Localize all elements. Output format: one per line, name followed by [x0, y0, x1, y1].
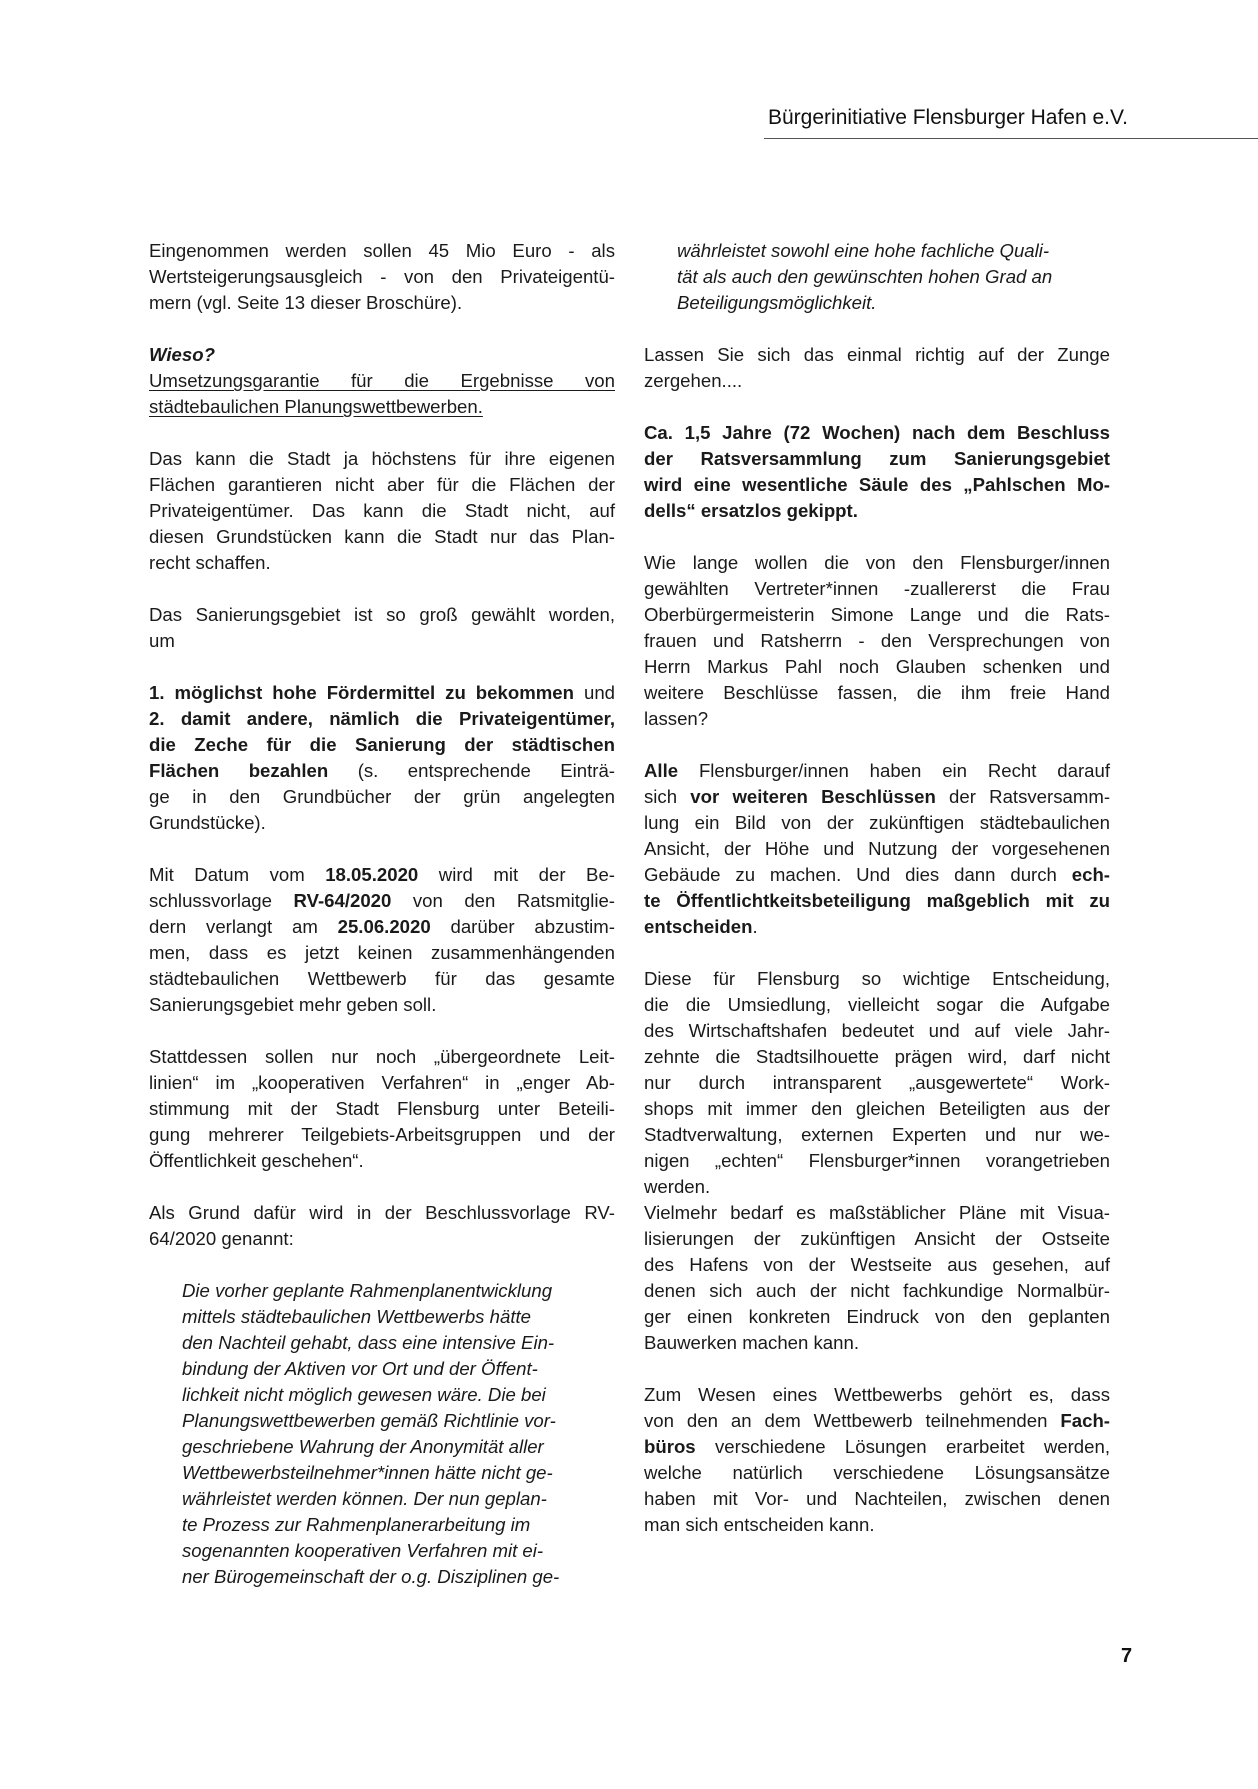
text-line: Lassen Sie sich das einmal richtig auf der Zunge	[644, 344, 1110, 365]
text-line: Wertsteigerungsausgleich - von den Privateigentü-	[149, 266, 615, 287]
text-line	[644, 1408, 1110, 1434]
quote-line: mittels städtebaulichen Wettbewerbs hätte	[182, 1306, 531, 1327]
paragraph-taste	[644, 342, 1110, 394]
bold-text: Flächen bezahlen	[149, 760, 329, 781]
text-line: zergehen....	[644, 370, 743, 391]
text-line: städtebaulichen Wettbewerb für das gesamte	[149, 968, 615, 989]
text-line: wird eine wesentliche Säule des „Pahlschen Mo-	[644, 474, 1110, 495]
text-line: linien“ im „kooperativen Verfahren“ in „enger Ab-	[149, 1072, 615, 1093]
text-line: Eingenommen werden sollen 45 Mio Euro - als	[149, 240, 615, 261]
text-line: um	[149, 630, 175, 651]
text-line: Oberbürgermeisterin Simone Lange und die Rats-	[644, 604, 1110, 625]
text-line: zehnte die Stadtsilhouette prägen wird, darf nicht	[644, 1046, 1110, 1067]
text-line: Sanierungsgebiet mehr geben soll.	[149, 994, 437, 1015]
text-line: Bauwerken machen kann.	[644, 1332, 859, 1353]
reference-bold: RV-64/2020	[293, 890, 392, 911]
text-line: der Ratsversammlung zum Sanierungsgebiet	[644, 448, 1110, 469]
quote-line: Die vorher geplante Rahmenplanentwicklung	[182, 1280, 553, 1301]
paragraph-guarantee	[149, 446, 615, 576]
paragraph-decision	[149, 862, 615, 1018]
text-line: Ansicht, der Höhe und Nutzung der vorgesehenen	[644, 838, 1110, 859]
blockquote	[182, 1278, 592, 1590]
header-title: Bürgerinitiative Flensburger Hafen e.V.	[768, 106, 1128, 129]
text: und	[573, 682, 615, 703]
bold-text: te Öffentlichtkeitsbeteiligung maßgeblich mit zu	[644, 890, 1110, 911]
text: Flensburger/innen haben ein Recht darauf	[678, 760, 1110, 781]
text: .	[752, 916, 758, 937]
text-line	[644, 784, 1110, 810]
text-line: Stattdessen sollen nur noch „übergeordnete Leit-	[149, 1046, 615, 1067]
quote-line: sogenannten kooperativen Verfahren mit ei-	[182, 1540, 544, 1561]
header-rule	[764, 138, 1258, 139]
text-line: ge in den Grundbücher der grün angelegten	[149, 786, 615, 807]
quote-line: währleistet werden können. Der nun geplan-	[182, 1488, 547, 1509]
text-line: Wie lange wollen die von den Flensburger/innen	[644, 552, 1110, 573]
text-line: werden.	[644, 1176, 711, 1197]
paragraph-revenue	[149, 238, 615, 316]
date-bold: 25.06.2020	[337, 916, 431, 937]
text-line: Privateigentümer. Das kann die Stadt nicht, auf	[149, 500, 615, 521]
page-number: 7	[1121, 1645, 1133, 1667]
text: wird mit der Be-	[418, 864, 615, 885]
quote-line: tät als auch den gewünschten hohen Grad an	[677, 266, 1053, 287]
text-line: Stadtverwaltung, externen Experten und nur we-	[644, 1124, 1110, 1145]
paragraph-reasons	[149, 680, 615, 836]
text-line: gung mehrerer Teilgebiets-Arbeitsgruppen und der	[149, 1124, 615, 1145]
text-line	[149, 862, 615, 888]
text: schlussvorlage	[149, 890, 294, 911]
paragraph-important-decision	[644, 966, 1110, 1200]
text: (s. entsprechende Einträ-	[328, 760, 615, 781]
quote-line: währleistet sowohl eine hohe fachliche Quali-	[677, 240, 1050, 261]
paragraph-rights	[644, 758, 1110, 940]
paragraph-competition	[644, 1382, 1110, 1538]
text-line	[149, 680, 615, 706]
text-line	[149, 706, 615, 732]
bold-text: vor weiteren Beschlüssen	[690, 786, 936, 807]
text-line	[149, 732, 615, 758]
quote-line: Planungswettbewerben gemäß Richtlinie vor-	[182, 1410, 556, 1431]
text: dern verlangt am	[149, 916, 338, 937]
bold-text: ech-	[1071, 864, 1110, 885]
text-line	[644, 1434, 1110, 1460]
quote-line: geschriebene Wahrung der Anonymität aller	[182, 1436, 544, 1457]
blockquote-continued	[677, 238, 1087, 316]
text-line: 64/2020 genannt:	[149, 1228, 294, 1249]
quote-line: Wettbewerbsteilnehmer*innen hätte nicht ge-	[182, 1462, 553, 1483]
text-line: Öffentlichkeit geschehen“.	[149, 1150, 364, 1171]
bold-text: 1. möglichst hohe Fördermittel zu bekommen	[149, 682, 574, 703]
section-wieso	[149, 342, 615, 420]
section-heading-text: städtebaulichen Planungswettbewerben.	[149, 396, 483, 417]
paragraph-plans	[644, 1200, 1110, 1356]
text-line: lung ein Bild von der zukünftigen städtebaulichen	[644, 812, 1110, 833]
text-line: haben mit Vor- und Nachteilen, zwischen denen	[644, 1488, 1110, 1509]
text-line: Das Sanierungsgebiet ist so groß gewählt worden,	[149, 604, 615, 625]
text-line	[644, 914, 1110, 940]
text: Gebäude zu machen. Und dies dann durch	[644, 864, 1072, 885]
text-line: Das kann die Stadt ja höchstens für ihre eigenen	[149, 448, 615, 469]
bold-text: 2. damit andere, nämlich die Privateigentümer,	[149, 708, 615, 729]
text-line: stimmung mit der Stadt Flensburg unter Beteili-	[149, 1098, 615, 1119]
paragraph-question	[644, 550, 1110, 732]
text-line: Flächen garantieren nicht aber für die Flächen der	[149, 474, 615, 495]
section-heading: Umsetzungsgarantie für die Ergebnisse von	[149, 370, 615, 391]
text-line: mern (vgl. Seite 13 dieser Broschüre).	[149, 292, 463, 313]
bold-text: die Zeche für die Sanierung der städtischen	[149, 734, 615, 755]
right-column	[644, 238, 1110, 1564]
text-line: diesen Grundstücken kann die Stadt nur das Plan-	[149, 526, 615, 547]
text-line: recht schaffen.	[149, 552, 271, 573]
text-line: die die Umsiedlung, vielleicht sogar die Aufgabe	[644, 994, 1110, 1015]
quote-line: ner Bürogemeinschaft der o.g. Disziplinen ge-	[182, 1566, 560, 1587]
left-column	[149, 238, 615, 1590]
text: der Ratsversamm-	[935, 786, 1111, 807]
quote-line: den Nachteil gehabt, dass eine intensive Ein-	[182, 1332, 555, 1353]
quote-line: bindung der Aktiven vor Ort und der Öffent-	[182, 1358, 538, 1379]
date-bold: 18.05.2020	[325, 864, 419, 885]
text: sich	[644, 786, 691, 807]
text-line: gewählten Vertreter*innen -zuallererst die Frau	[644, 578, 1110, 599]
text: verschiedene Lösungen erarbeitet werden,	[695, 1436, 1110, 1457]
bold-text: Alle	[644, 760, 679, 781]
text-line: shops mit immer den gleichen Beteiligten aus der	[644, 1098, 1110, 1119]
quote-line: te Prozess zur Rahmenplanerarbeitung im	[182, 1514, 531, 1535]
text-line	[644, 758, 1110, 784]
text-line: nigen „echten“ Flensburger*innen vorangetrieben	[644, 1150, 1110, 1171]
text-line: Grundstücke).	[149, 812, 266, 833]
text-line: dells“ ersatzlos gekippt.	[644, 500, 858, 521]
text-line: des Wirtschaftshafen bedeutet und auf viele Jahr-	[644, 1020, 1110, 1041]
text-line: lisierungen der zukünftigen Ansicht der Ostseite	[644, 1228, 1110, 1249]
text-line: weitere Beschlüsse fassen, die ihm freie Hand	[644, 682, 1110, 703]
paragraph-bold-statement	[644, 420, 1110, 524]
text-line	[149, 888, 615, 914]
paragraph-area	[149, 602, 615, 654]
text-line: ger einen konkreten Eindruck von den geplanten	[644, 1306, 1110, 1327]
text-line: lassen?	[644, 708, 709, 729]
text-line	[644, 862, 1110, 888]
bold-text: büros	[644, 1436, 696, 1457]
text-line: men, dass es jetzt keinen zusammenhängenden	[149, 942, 615, 963]
paragraph-reason-intro	[149, 1200, 615, 1252]
text: Mit Datum vom	[149, 864, 326, 885]
text-line: des Hafens von der Westseite aus gesehen, auf	[644, 1254, 1110, 1275]
text-line	[644, 888, 1110, 914]
quote-line: Beteiligungsmöglichkeit.	[677, 292, 877, 313]
text-line: frauen und Ratsherrn - den Versprechungen von	[644, 630, 1110, 651]
text-line	[149, 758, 615, 784]
quote-line: lichkeit nicht möglich gewesen wäre. Die bei	[182, 1384, 546, 1405]
text-line: man sich entscheiden kann.	[644, 1514, 875, 1535]
bold-text: entscheiden	[644, 916, 753, 937]
bold-text: Fach-	[1060, 1410, 1110, 1431]
text-line: Vielmehr bedarf es maßstäblicher Pläne mit Visua-	[644, 1202, 1110, 1223]
text-line: Als Grund dafür wird in der Beschlussvorlage RV-	[149, 1202, 615, 1223]
text-line	[149, 914, 615, 940]
wieso-label: Wieso?	[149, 344, 215, 365]
text: von den Ratsmitglie-	[391, 890, 615, 911]
paragraph-instead	[149, 1044, 615, 1174]
text-line: Diese für Flensburg so wichtige Entscheidung,	[644, 968, 1110, 989]
text-line: welche natürlich verschiedene Lösungsansätze	[644, 1462, 1110, 1483]
section-heading	[149, 394, 615, 420]
text-line: denen sich auch der nicht fachkundige Normalbür-	[644, 1280, 1110, 1301]
text-line: Zum Wesen eines Wettbewerbs gehört es, dass	[644, 1384, 1110, 1405]
text: darüber abzustim-	[430, 916, 615, 937]
text-line: nur durch intransparent „ausgewertete“ Work-	[644, 1072, 1110, 1093]
text-line: Ca. 1,5 Jahre (72 Wochen) nach dem Beschluss	[644, 422, 1110, 443]
text: von den an dem Wettbewerb teilnehmenden	[644, 1410, 1061, 1431]
text-line: Herrn Markus Pahl noch Glauben schenken und	[644, 656, 1110, 677]
